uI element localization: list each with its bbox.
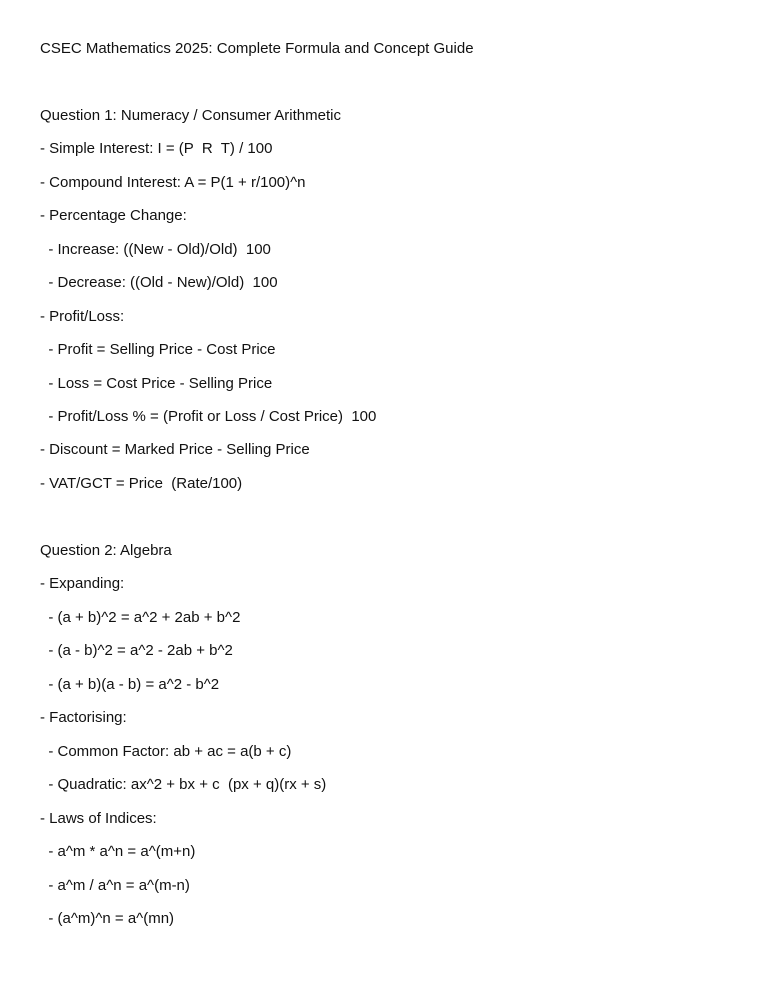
formula-line: - Discount = Marked Price - Selling Price: [40, 441, 310, 458]
formula-line: - Percentage Change:: [40, 207, 187, 224]
formula-line: - (a + b)^2 = a^2 + 2ab + b^2: [40, 609, 241, 626]
formula-line: - Quadratic: ax^2 + bx + c (px + q)(rx + s): [40, 776, 327, 793]
document-title: CSEC Mathematics 2025: Complete Formula and Concept Guide: [40, 40, 474, 57]
formula-line: - a^m * a^n = a^(m+n): [40, 843, 196, 860]
section-heading-q2: Question 2: Algebra: [40, 542, 172, 559]
formula-line: - Profit/Loss:: [40, 308, 125, 325]
formula-line: - Expanding:: [40, 575, 125, 592]
formula-line: - Simple Interest: I = (P R T) / 100: [40, 140, 273, 157]
formula-line: - Laws of Indices:: [40, 810, 157, 827]
formula-line: - a^m / a^n = a^(m-n): [40, 877, 190, 894]
formula-line: - Loss = Cost Price - Selling Price: [40, 375, 273, 392]
formula-line: - Decrease: ((Old - New)/Old) 100: [40, 274, 278, 291]
formula-line: - (a^m)^n = a^(mn): [40, 910, 175, 927]
formula-line: - VAT/GCT = Price (Rate/100): [40, 475, 243, 492]
formula-line: - Profit = Selling Price - Cost Price: [40, 341, 276, 358]
formula-line: - Common Factor: ab + ac = a(b + c): [40, 743, 292, 760]
formula-line: - Factorising:: [40, 709, 127, 726]
formula-line: - Compound Interest: A = P(1 + r/100)^n: [40, 174, 306, 191]
section-heading-q1: Question 1: Numeracy / Consumer Arithmetic: [40, 107, 341, 124]
formula-line: - (a - b)^2 = a^2 - 2ab + b^2: [40, 642, 233, 659]
formula-line: - Increase: ((New - Old)/Old) 100: [40, 241, 271, 258]
formula-line: - Profit/Loss % = (Profit or Loss / Cost Price) 100: [40, 408, 377, 425]
formula-line: - (a + b)(a - b) = a^2 - b^2: [40, 676, 220, 693]
